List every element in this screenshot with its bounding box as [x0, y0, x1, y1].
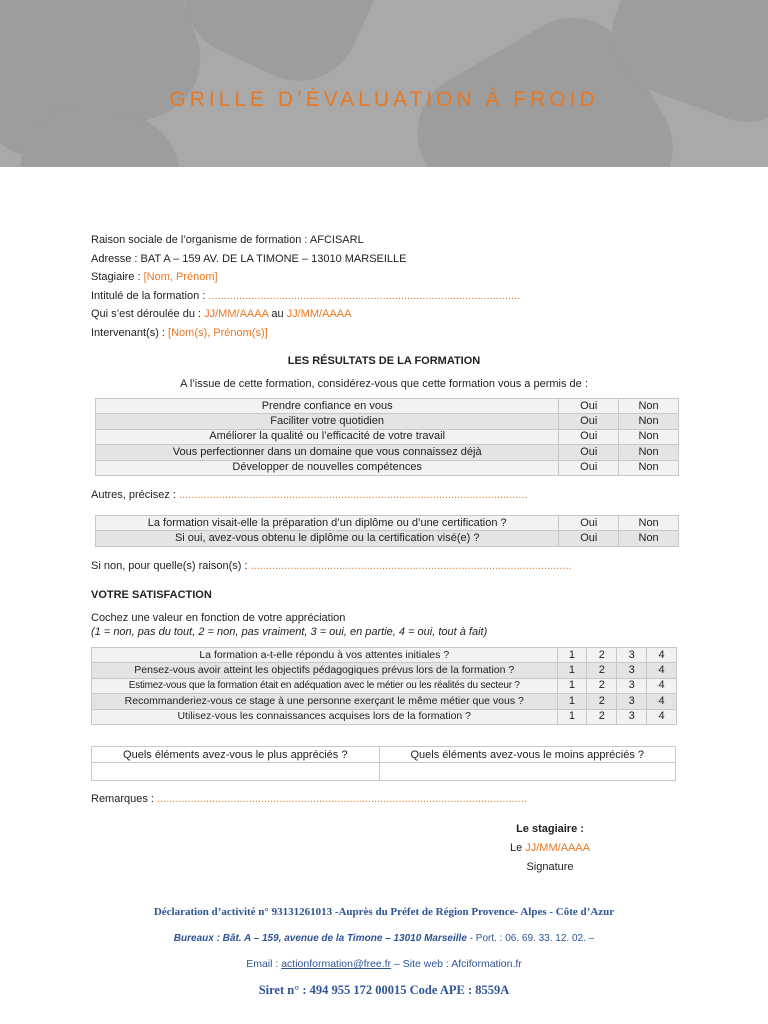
stagiaire-line — [91, 268, 691, 287]
table-row — [96, 429, 679, 444]
plus-apprecies-header: Quels éléments avez-vous le plus appréciés ? — [92, 747, 380, 763]
footer-siret: Siret n° : 494 955 172 00015 Code APE : 8559A — [258, 983, 510, 997]
stagiaire-label: Stagiaire : — [91, 271, 144, 283]
satisfaction-heading: VOTRE SATISFACTION — [91, 589, 212, 601]
deroulee-line — [91, 305, 691, 324]
email-label: Email : — [246, 958, 282, 970]
oui-option[interactable]: Oui — [559, 429, 619, 444]
row-label: La formation visait-elle la préparation d’un diplôme ou d’une certification ? — [96, 516, 559, 531]
diplome-table — [95, 515, 679, 547]
sinon-label: Si non, pour quelle(s) raison(s) : — [91, 560, 251, 572]
deroulee-label: Qui s’est déroulée du : — [91, 308, 205, 320]
table-row — [92, 694, 677, 709]
remarques-label: Remarques : — [91, 793, 158, 805]
rating-3[interactable]: 3 — [617, 709, 647, 724]
resultats-table — [95, 398, 679, 476]
intervenant-field[interactable]: [Nom(s), Prénom(s)] — [168, 326, 268, 339]
moins-apprecies-input[interactable] — [379, 763, 676, 781]
table-row — [92, 678, 677, 693]
row-label: Pensez-vous avoir atteint les objectifs pédagogiques prévus lors de la formation ? — [92, 663, 558, 678]
footer-bureaux — [0, 933, 768, 944]
signature-block — [490, 820, 610, 877]
footer-bureaux-address: Bureaux : Bât. A – 159, avenue de la Timone – 13010 Marseille — [173, 933, 467, 944]
oui-option[interactable]: Oui — [559, 531, 619, 546]
table-row — [96, 445, 679, 460]
table-row — [92, 763, 676, 781]
rating-2[interactable]: 2 — [587, 663, 617, 678]
remarques-field[interactable]: ......................................................................................................................... — [157, 793, 527, 805]
footer-contact — [0, 958, 768, 970]
table-row — [96, 460, 679, 475]
resultats-heading: LES RÉSULTATS DE LA FORMATION — [287, 355, 481, 367]
rating-1[interactable]: 1 — [557, 694, 587, 709]
oui-option[interactable]: Oui — [559, 516, 619, 531]
oui-option[interactable]: Oui — [559, 445, 619, 460]
rating-1[interactable]: 1 — [557, 663, 587, 678]
stagiaire-signature-title: Le stagiaire : — [516, 823, 584, 835]
raison-sociale-line: Raison sociale de l’organisme de formation : AFCISARL — [91, 234, 364, 246]
rating-3[interactable]: 3 — [617, 648, 647, 663]
date-from-field[interactable]: JJ/MM/AAAA — [204, 308, 269, 320]
rating-4[interactable]: 4 — [647, 678, 677, 693]
table-row — [96, 531, 679, 546]
non-option[interactable]: Non — [619, 531, 679, 546]
rating-4[interactable]: 4 — [647, 663, 677, 678]
signature-label: Signature — [526, 861, 574, 873]
satisfaction-instruction: Cochez une valeur en fonction de votre appréciation — [91, 612, 346, 624]
row-label: Estimez-vous que la formation était en adéquation avec le métier ou les réalités du secteur ? — [92, 678, 558, 693]
intitule-line — [91, 287, 691, 306]
adresse-line: Adresse : BAT A – 159 AV. DE LA TIMONE – 13010 MARSEILLE — [91, 252, 407, 265]
footer-port: - Port. : 06. 69. 33. 12. 02. – — [466, 933, 595, 944]
resultats-intro: A l’issue de cette formation, considérez-vous que cette formation vous a permis de : — [180, 378, 588, 390]
au-label: au — [268, 308, 287, 320]
table-row — [92, 709, 677, 724]
non-option[interactable]: Non — [619, 445, 679, 460]
rating-1[interactable]: 1 — [557, 709, 587, 724]
row-label: Vous perfectionner dans un domaine que vous connaissez déjà — [96, 445, 559, 460]
table-row — [96, 399, 679, 414]
stagiaire-field[interactable]: [Nom, Prénom] — [143, 271, 218, 283]
rating-1[interactable]: 1 — [557, 648, 587, 663]
info-block — [91, 231, 691, 342]
satisfaction-scale: (1 = non, pas du tout, 2 = non, pas vraiment, 3 = oui, en partie, 4 = oui, tout à fait) — [91, 626, 488, 638]
non-option[interactable]: Non — [619, 460, 679, 475]
header-banner — [0, 0, 768, 167]
intervenant-line — [91, 324, 691, 343]
table-row — [92, 663, 677, 678]
email-link[interactable]: actionformation@free.fr — [281, 958, 392, 970]
page-title: GRILLE D’ÉVALUATION À FROID — [169, 88, 599, 111]
oui-option[interactable]: Oui — [559, 460, 619, 475]
rating-2[interactable]: 2 — [587, 678, 617, 693]
rating-4[interactable]: 4 — [647, 709, 677, 724]
autres-label: Autres, précisez : — [91, 489, 180, 501]
row-label: Améliorer la qualité ou l’efficacité de votre travail — [96, 429, 559, 444]
row-label: Si oui, avez-vous obtenu le diplôme ou la certification visé(e) ? — [96, 531, 559, 546]
satisfaction-table — [91, 647, 677, 725]
rating-2[interactable]: 2 — [587, 648, 617, 663]
non-option[interactable]: Non — [619, 429, 679, 444]
table-row — [96, 516, 679, 531]
appreciation-table — [91, 746, 676, 781]
table-row — [96, 414, 679, 429]
rating-1[interactable]: 1 — [557, 678, 587, 693]
oui-option[interactable]: Oui — [559, 399, 619, 414]
rating-4[interactable]: 4 — [647, 648, 677, 663]
le-label: Le — [509, 842, 526, 854]
autres-line — [91, 486, 691, 505]
row-label: Développer de nouvelles compétences — [96, 460, 559, 475]
intitule-label: Intitulé de la formation : — [91, 289, 209, 302]
row-label: La formation a-t-elle répondu à vos attentes initiales ? — [92, 648, 558, 663]
non-option[interactable]: Non — [619, 414, 679, 429]
row-label: Prendre confiance en vous — [96, 399, 559, 414]
rating-3[interactable]: 3 — [617, 663, 647, 678]
non-option[interactable]: Non — [619, 516, 679, 531]
rating-3[interactable]: 3 — [617, 694, 647, 709]
rating-2[interactable]: 2 — [587, 694, 617, 709]
sinon-field[interactable]: ......................................................................................................... — [250, 560, 572, 572]
autres-field[interactable]: .................................................................................................................. — [179, 489, 528, 501]
signature-date-field[interactable]: JJ/MM/AAAA — [525, 842, 591, 854]
plus-apprecies-input[interactable] — [92, 763, 380, 781]
table-row — [92, 747, 676, 763]
row-label: Recommanderiez-vous ce stage à une personne exerçant le même métier que vous ? — [92, 694, 558, 709]
rating-3[interactable]: 3 — [617, 678, 647, 693]
date-to-field[interactable]: JJ/MM/AAAA — [286, 308, 352, 320]
rating-4[interactable]: 4 — [647, 694, 677, 709]
site-web: – Site web : Afciformation.fr — [391, 958, 522, 970]
moins-apprecies-header: Quels éléments avez-vous le moins appréciés ? — [379, 747, 676, 763]
intitule-field[interactable]: ...................................................................................................... — [208, 289, 521, 302]
sinon-line — [91, 557, 691, 576]
signature-date-line — [490, 839, 610, 858]
remarques-line — [91, 790, 691, 809]
footer-declaration: Déclaration d’activité n° 93131261013 -Auprès du Préfet de Région Provence- Alpes - Côte d’Azur — [153, 906, 615, 918]
row-label: Faciliter votre quotidien — [96, 414, 559, 429]
non-option[interactable]: Non — [619, 399, 679, 414]
table-row — [92, 648, 677, 663]
rating-2[interactable]: 2 — [587, 709, 617, 724]
intervenant-label: Intervenant(s) : — [91, 326, 169, 339]
oui-option[interactable]: Oui — [559, 414, 619, 429]
row-label: Utilisez-vous les connaissances acquises lors de la formation ? — [92, 709, 558, 724]
